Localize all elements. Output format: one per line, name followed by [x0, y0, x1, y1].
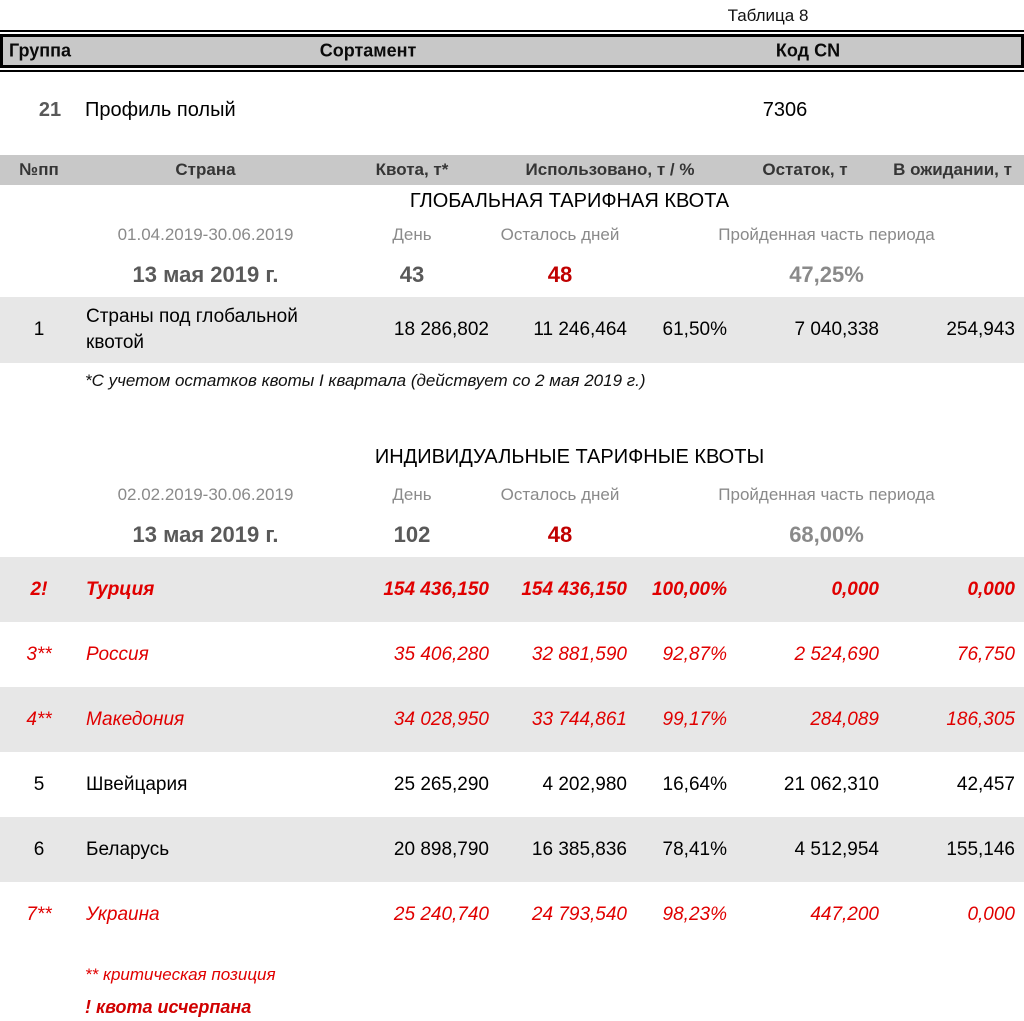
row-rest: 4 512,954: [794, 838, 879, 860]
row-waiting: 155,146: [946, 838, 1015, 860]
global-days-left-label: Осталось дней: [500, 225, 620, 244]
row-country: Швейцария: [86, 773, 188, 795]
table-caption: Таблица 8: [727, 6, 809, 25]
group-number: 21: [38, 99, 62, 121]
individual-section-title-row: [0, 429, 1024, 477]
row-rest: 0,000: [831, 578, 879, 600]
row-rest: 7 040,338: [794, 319, 879, 340]
row-quota: 18 286,802: [393, 319, 489, 340]
global-day-label: День: [392, 225, 432, 244]
col-header-country: Страна: [175, 160, 236, 179]
individual-period-values: [0, 513, 1024, 557]
row-num: 1: [33, 319, 45, 340]
row-used: 24 793,540: [531, 903, 627, 925]
table-row-turkey: [0, 557, 1024, 622]
global-current-date: 13 мая 2019 г.: [132, 262, 279, 287]
row-country: Македония: [86, 708, 185, 730]
row-num: 4**: [26, 708, 52, 730]
row-used-pct: 98,23%: [662, 903, 727, 925]
row-waiting: 186,305: [946, 708, 1015, 730]
row-used-pct: 61,50%: [662, 319, 727, 340]
row-waiting: 0,000: [967, 903, 1015, 925]
row-country: Турция: [86, 578, 155, 600]
col-header-waiting: В ожидании, т: [893, 160, 1012, 179]
table-row-global: [0, 297, 1024, 363]
row-country: Беларусь: [86, 838, 170, 860]
legend-critical: ** критическая позиция: [85, 965, 276, 984]
row-used: 32 881,590: [531, 643, 627, 665]
col-header-rest: Остаток, т: [762, 160, 848, 179]
table-row-macedonia: [0, 687, 1024, 752]
row-country: Россия: [86, 643, 149, 665]
group-name: Профиль полый: [85, 99, 236, 121]
group-header-border: [0, 30, 1024, 72]
individual-period-labels: [0, 477, 1024, 513]
row-used-pct: 92,87%: [662, 643, 727, 665]
individual-days-left-label: Осталось дней: [500, 485, 620, 504]
col-header-quota: Квота, т*: [375, 160, 449, 179]
row-waiting: 0,000: [967, 578, 1015, 600]
row-rest: 2 524,690: [794, 643, 879, 665]
global-days-left-value: 48: [547, 262, 573, 287]
spacer-row: [0, 399, 1024, 429]
global-footnote: *С учетом остатков квоты I квартала (действует со 2 мая 2019 г.): [85, 371, 646, 390]
row-num: 6: [33, 838, 45, 860]
individual-section-title: ИНДИВИДУАЛЬНЫЕ ТАРИФНЫЕ КВОТЫ: [374, 446, 765, 468]
caption-row: [0, 0, 1024, 30]
row-quota: 25 265,290: [393, 773, 489, 795]
individual-elapsed-label: Пройденная часть периода: [718, 485, 935, 504]
group-code: 7306: [762, 99, 808, 121]
global-section-title-row: [0, 185, 1024, 217]
row-country: Страны под глобальной квотой: [86, 306, 298, 353]
row-used: 11 246,464: [533, 319, 627, 340]
col-header-used: Использовано, т / %: [525, 160, 695, 179]
global-period-values: [0, 253, 1024, 297]
row-num: 2!: [30, 578, 48, 600]
individual-day-value: 102: [393, 522, 431, 547]
individual-current-date: 13 мая 2019 г.: [132, 522, 279, 547]
row-rest: 284,089: [810, 708, 879, 730]
row-num: 3**: [26, 643, 52, 665]
legend-exhausted-row: [0, 993, 1024, 1021]
table-row-switzerland: [0, 752, 1024, 817]
row-num: 5: [33, 773, 45, 795]
individual-period-range: 02.02.2019-30.06.2019: [117, 485, 294, 504]
row-waiting: 254,943: [946, 319, 1015, 340]
quota-table: [0, 155, 1024, 1021]
group-header-group: Группа: [9, 40, 72, 61]
table-row-belarus: [0, 817, 1024, 882]
legend-critical-row: [0, 947, 1024, 993]
group-header-code: Код CN: [775, 40, 841, 61]
individual-days-left-value: 48: [547, 522, 573, 547]
row-used-pct: 16,64%: [662, 773, 727, 795]
row-rest: 21 062,310: [783, 773, 879, 795]
col-header-num: №пп: [19, 160, 59, 179]
row-waiting: 76,750: [956, 643, 1015, 665]
group-header-sortament: Сортамент: [319, 40, 417, 61]
global-footnote-row: [0, 363, 1024, 399]
row-quota: 25 240,740: [393, 903, 489, 925]
table-row-ukraine: [0, 882, 1024, 947]
row-used-pct: 100,00%: [651, 578, 727, 600]
row-used: 33 744,861: [531, 708, 627, 730]
row-used-pct: 78,41%: [662, 838, 727, 860]
row-num: 7**: [26, 903, 52, 925]
global-elapsed-label: Пройденная часть периода: [718, 225, 935, 244]
global-elapsed-value: 47,25%: [789, 262, 864, 287]
row-quota: 35 406,280: [393, 643, 489, 665]
row-quota: 34 028,950: [393, 708, 489, 730]
quota-column-header: [0, 155, 1024, 185]
row-used-pct: 99,17%: [662, 708, 727, 730]
row-rest: 447,200: [810, 903, 879, 925]
individual-day-label: День: [392, 485, 432, 504]
legend-exhausted: ! квота исчерпана: [85, 996, 252, 1017]
row-country: Украина: [86, 903, 160, 925]
global-day-value: 43: [399, 262, 425, 287]
global-period-labels: [0, 217, 1024, 253]
row-used: 16 385,836: [531, 838, 627, 860]
group-header-bar: [0, 34, 1024, 68]
group-row: [0, 72, 1024, 155]
row-waiting: 42,457: [956, 773, 1015, 795]
global-section-title: ГЛОБАЛЬНАЯ ТАРИФНАЯ КВОТА: [409, 189, 730, 212]
row-quota: 20 898,790: [393, 838, 489, 860]
row-quota: 154 436,150: [383, 578, 489, 600]
global-period-range: 01.04.2019-30.06.2019: [117, 225, 294, 244]
row-used: 4 202,980: [542, 773, 627, 795]
row-used: 154 436,150: [521, 578, 627, 600]
individual-elapsed-value: 68,00%: [789, 522, 864, 547]
table-row-russia: [0, 622, 1024, 687]
